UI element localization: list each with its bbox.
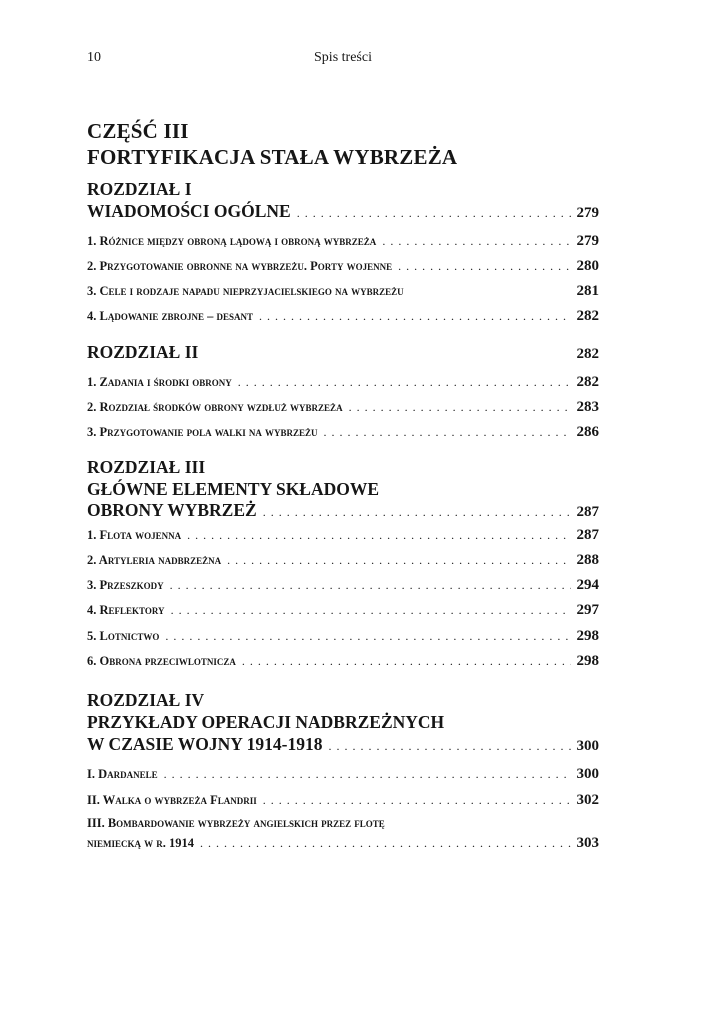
toc-entry: 2. Artyleria nadbrzeżna . . . 288 xyxy=(87,552,599,569)
chapter-2-label: ROZDZIAŁ II 282 xyxy=(87,342,599,362)
toc-entry-line-1: III. Bombardowanie wybrzeży angielskich przez flotę xyxy=(87,816,385,830)
toc-entry: I. Dardanele . . . 300 xyxy=(87,766,599,783)
toc-entry: 1. Różnice między obroną lądową i obroną wybrzeża . . . 279 xyxy=(87,233,599,250)
chapter-1-title: WIADOMOŚCI OGÓLNE . . . 279 xyxy=(87,201,599,222)
chapter-4-label: ROZDZIAŁ IV xyxy=(87,690,205,710)
chapter-1-label: ROZDZIAŁ I xyxy=(87,179,192,199)
chapter-4-title-line-1: PRZYKŁADY OPERACJI NADBRZEŻNYCH xyxy=(87,712,445,732)
toc-entry: 1. Flota wojenna . . . 287 xyxy=(87,527,599,544)
toc-entry: 2. Rozdział środków obrony wzdłuż wybrzeża . . . 283 xyxy=(87,399,599,416)
toc-entry: 5. Lotnictwo . . . 298 xyxy=(87,628,599,645)
toc-entry: 4. Lądowanie zbrojne – desant . . . 282 xyxy=(87,308,599,325)
toc-entry: 4. Reflektory . . . 297 xyxy=(87,602,599,619)
toc-entry: II. Walka o wybrzeża Flandrii . . . 302 xyxy=(87,792,599,809)
running-title: Spis treści xyxy=(314,50,372,65)
page-number: 10 xyxy=(87,50,101,65)
toc-entry: 1. Zadania i środki obrony . . . 282 xyxy=(87,374,599,391)
chapter-3-label: ROZDZIAŁ III xyxy=(87,457,206,477)
toc-entry: 2. Przygotowanie obronne na wybrzeżu. Porty wojenne . . . 280 xyxy=(87,258,599,275)
toc-entry: 3. Przeszkody . . . 294 xyxy=(87,577,599,594)
chapter-3-title-line-1: GŁÓWNE ELEMENTY SKŁADOWE xyxy=(87,479,380,499)
toc-entry: 3. Przygotowanie pola walki na wybrzeżu . . . 286 xyxy=(87,424,599,441)
chapter-4-title-line-2: W CZASIE WOJNY 1914-1918 . . . 300 xyxy=(87,734,599,755)
chapter-3-title-line-2: OBRONY WYBRZEŻ . . . 287 xyxy=(87,500,599,521)
part-label: CZĘŚĆ III xyxy=(87,119,189,143)
toc-entry: 6. Obrona przeciwlotnicza . . . 298 xyxy=(87,653,599,670)
part-title: FORTYFIKACJA STAŁA WYBRZEŻA xyxy=(87,145,458,169)
toc-entry-line-2: niemiecką w r. 1914 . . . 303 xyxy=(87,835,599,852)
page-header xyxy=(87,50,599,70)
toc-entry: 3. Cele i rodzaje napadu nieprzyjacielskiego na wybrzeżu 281 xyxy=(87,283,599,299)
